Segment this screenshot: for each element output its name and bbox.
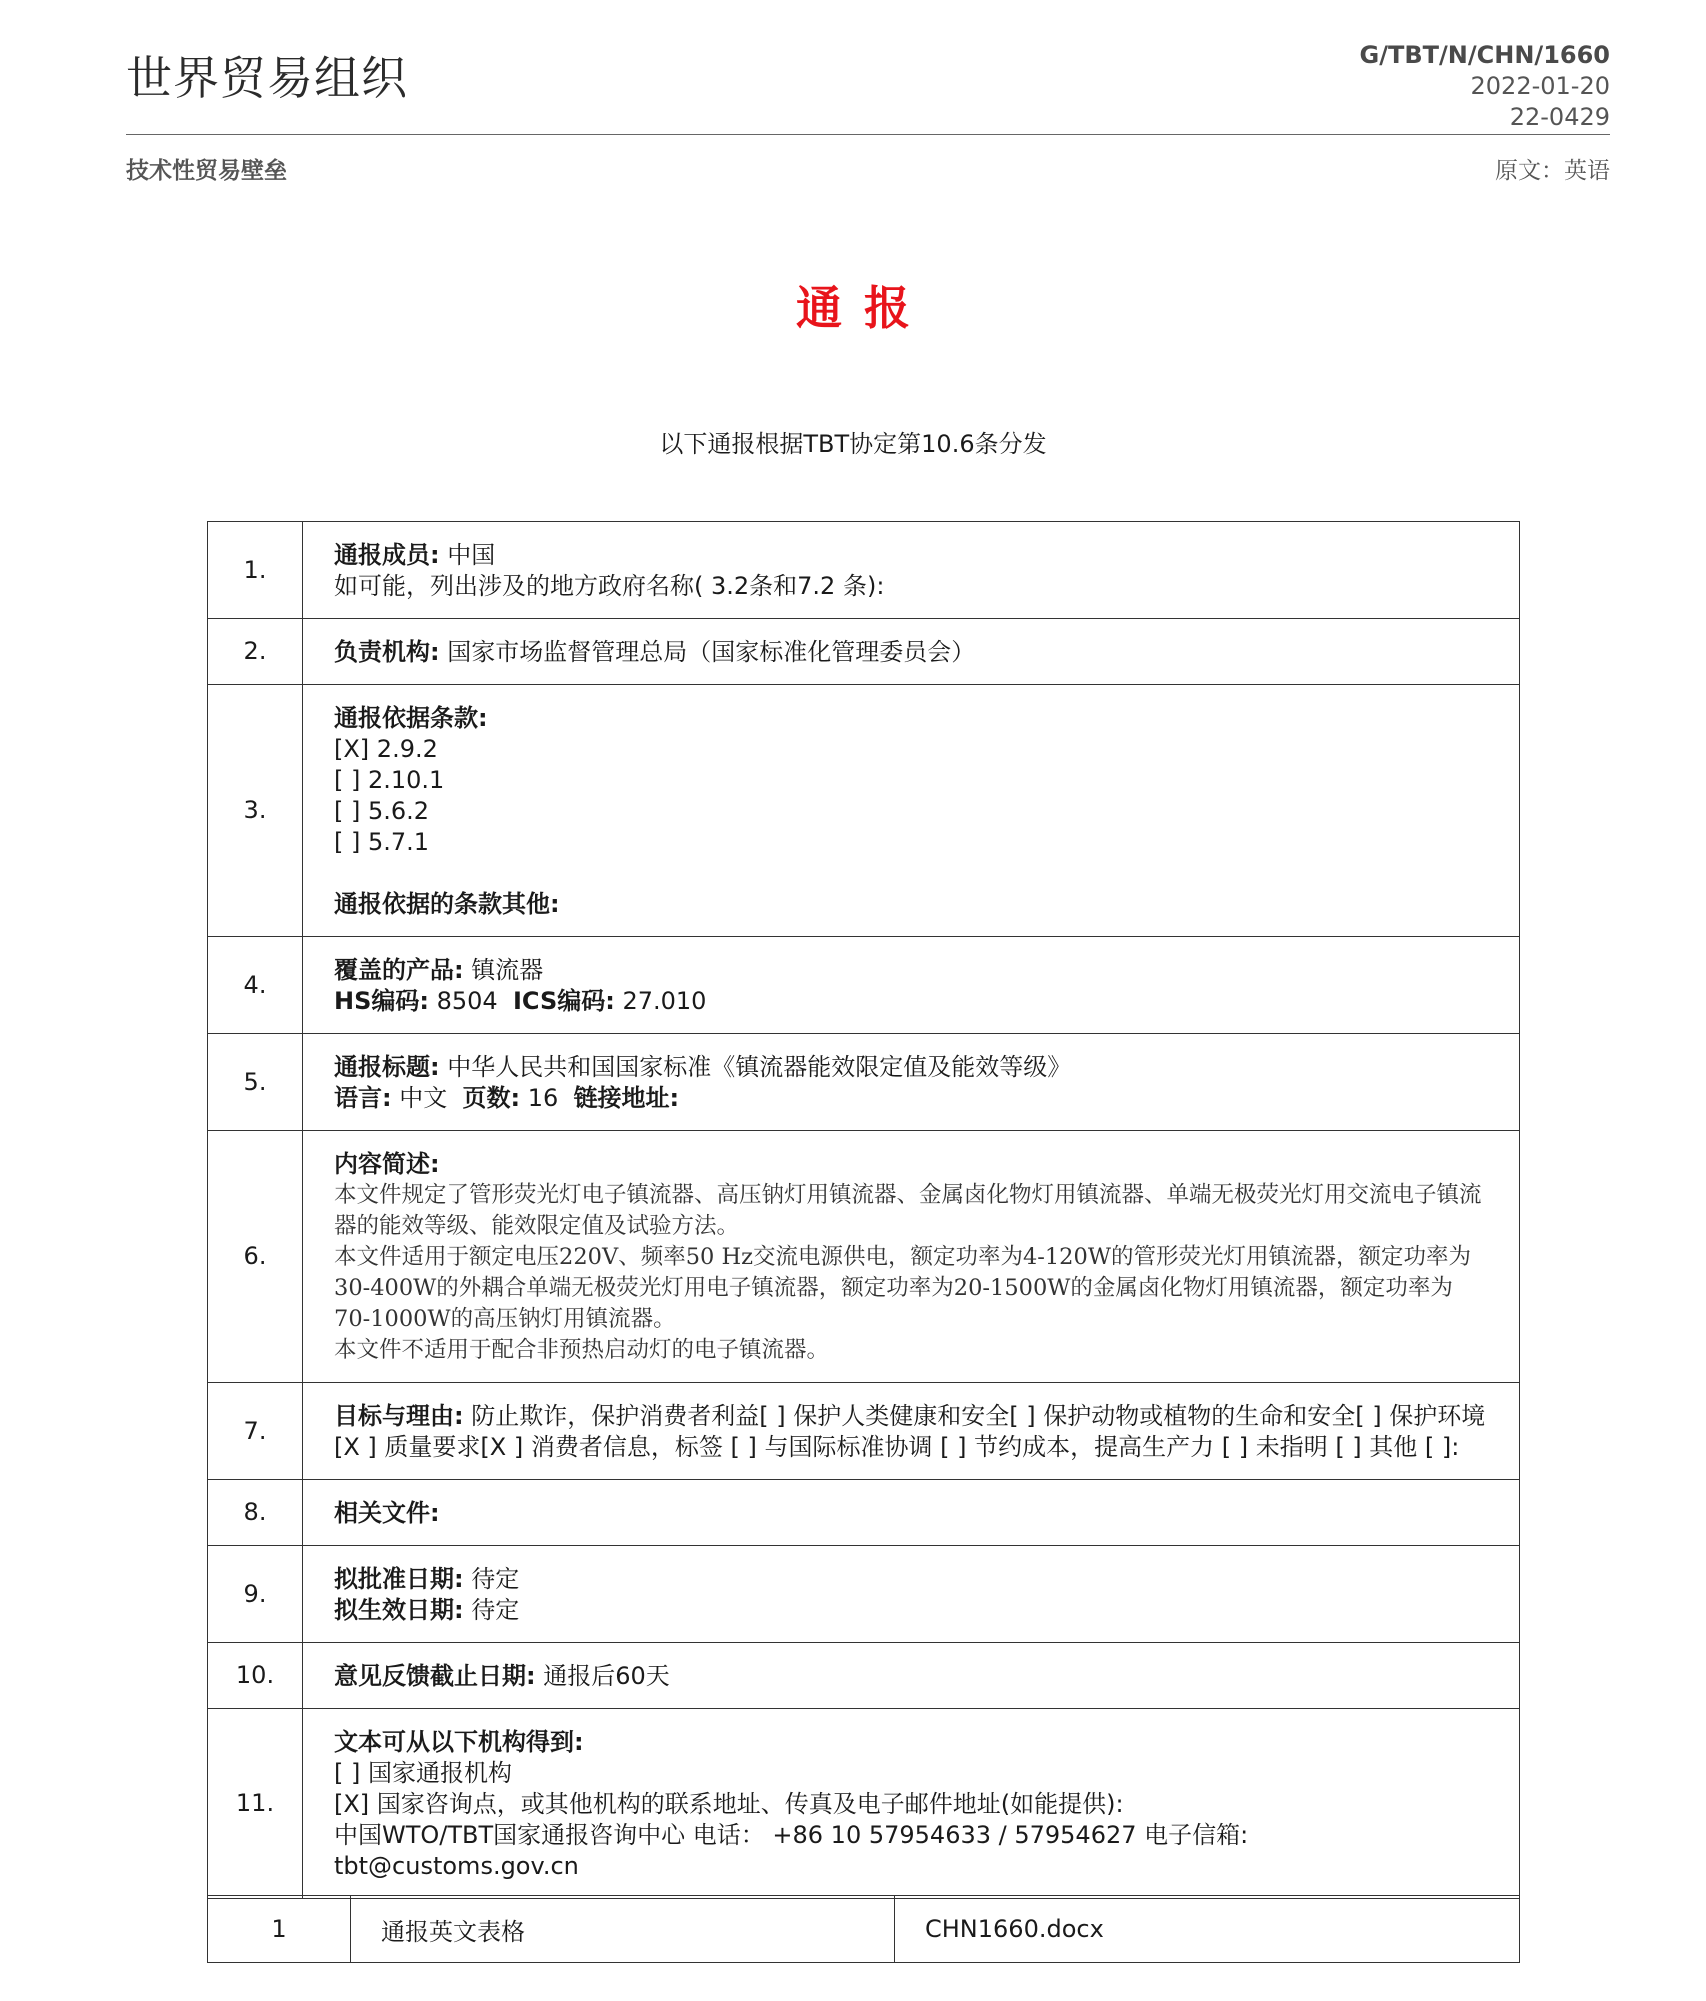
row-content: [303, 685, 1520, 937]
committee-name: 技术性贸易壁垒: [126, 158, 287, 184]
field-value: 待定: [463, 1596, 520, 1624]
field-label: 语言:: [334, 1084, 392, 1112]
field-label: 负责机构:: [334, 638, 440, 666]
availability-option: [X] 国家咨询点，或其他机构的联系地址、传真及电子邮件地址(如能提供):: [334, 1790, 1124, 1818]
field-value: 待定: [463, 1565, 520, 1593]
clause-item: [X] 2.9.2: [334, 735, 438, 763]
organization-title: 世界贸易组织: [126, 51, 408, 105]
field-value: 中文: [391, 1084, 448, 1112]
table-row: [208, 685, 1520, 937]
document-date: 2022-01-20: [1470, 72, 1610, 100]
row-number: 8.: [208, 1480, 303, 1546]
field-label: 链接地址:: [573, 1084, 680, 1112]
field-value: 8504: [428, 987, 498, 1015]
row-number: 11.: [208, 1709, 303, 1899]
field-label: 内容简述:: [334, 1150, 440, 1178]
table-row: [208, 1896, 1520, 1963]
field-label: 相关文件:: [334, 1499, 440, 1527]
document-symbol: G/TBT/N/CHN/1660: [1359, 41, 1610, 69]
field-value: 国家市场监督管理总局（国家标准化管理委员会）: [439, 638, 976, 666]
field-value: 中华人民共和国国家标准《镇流器能效限定值及能效等级》: [439, 1053, 1072, 1081]
clause-item: [ ] 5.6.2: [334, 797, 430, 825]
table-row: [208, 937, 1520, 1034]
row-number: 6.: [208, 1131, 303, 1383]
field-label: 文本可从以下机构得到:: [334, 1728, 584, 1756]
availability-option: [ ] 国家通报机构: [334, 1759, 512, 1787]
row-content: [303, 1643, 1520, 1709]
field-label: 通报依据条款:: [334, 704, 488, 732]
field-label: 通报成员:: [334, 541, 440, 569]
table-row: [208, 1546, 1520, 1643]
field-label: 通报标题:: [334, 1053, 440, 1081]
row-number: 2.: [208, 619, 303, 685]
attachment-file-link[interactable]: CHN1660.docx: [895, 1896, 1520, 1963]
distribution-note: 以下通报根据TBT协定第10.6条分发: [659, 430, 1047, 458]
table-row: [208, 1383, 1520, 1480]
attachment-number: 1: [208, 1896, 351, 1963]
summary-paragraph: 本文件规定了管形荧光灯电子镇流器、高压钠灯用镇流器、金属卤化物灯用镇流器、单端无极荧光灯用交流电子镇流器的能效等级、能效限定值及试验方法。: [334, 1182, 1482, 1239]
row-content: [303, 522, 1520, 619]
contact-info: 中国WTO/TBT国家通报咨询中心 电话： +86 10 57954633 / 57954627 电子信箱: tbt@customs.gov.cn: [334, 1821, 1249, 1880]
row-content: [303, 1709, 1520, 1899]
notification-table: [207, 521, 1520, 1899]
field-value: 中国: [439, 541, 496, 569]
spacer: [334, 858, 1489, 889]
field-label: ICS编码:: [512, 987, 615, 1015]
field-value: 16: [520, 1084, 559, 1112]
field-value: 防止欺诈，保护消费者利益[ ] 保护人类健康和安全[ ] 保护动物或植物的生命和安全[ ] 保护环境 [X ] 质量要求[X ] 消费者信息，标签 [ ] 与国际标准协调 [ ] 节约成本，提高生产力 [ ] 未指明 [ ] 其他 [ ]:: [334, 1402, 1486, 1461]
summary-paragraph: 本文件不适用于配合非预热启动灯的电子镇流器。: [334, 1337, 830, 1363]
row-number: 9.: [208, 1546, 303, 1643]
field-note: 如可能，列出涉及的地方政府名称( 3.2条和7.2 条):: [334, 572, 885, 600]
field-label: 页数:: [462, 1084, 521, 1112]
field-value: 27.010: [614, 987, 707, 1015]
original-language: 原文：英语: [1495, 158, 1610, 184]
row-content: [303, 1383, 1520, 1480]
table-row: [208, 1709, 1520, 1899]
row-content: [303, 1131, 1520, 1383]
field-value: 镇流器: [463, 956, 544, 984]
row-content: [303, 937, 1520, 1034]
row-content: [303, 1034, 1520, 1131]
row-content: [303, 619, 1520, 685]
document-meta: [1360, 40, 1610, 133]
row-content: [303, 1546, 1520, 1643]
row-number: 5.: [208, 1034, 303, 1131]
table-row: [208, 619, 1520, 685]
field-label: 通报依据的条款其他:: [334, 890, 560, 918]
field-label: 意见反馈截止日期:: [334, 1662, 536, 1690]
field-label: 目标与理由:: [334, 1402, 464, 1430]
summary-paragraph: 本文件适用于额定电压220V、频率50 Hz交流电源供电，额定功率为4-120W的管形荧光灯用镇流器，额定功率为30-400W的外耦合单端无极荧光灯用电子镇流器，额定功率为20-1500W的金属卤化物灯用镇流器，额定功率为70-1000W的高压钠灯用镇流器。: [334, 1244, 1471, 1332]
table-row: [208, 1131, 1520, 1383]
field-value: 通报后60天: [535, 1662, 670, 1690]
attachment-title: 通报英文表格: [351, 1896, 895, 1963]
table-row: [208, 1643, 1520, 1709]
clause-item: [ ] 2.10.1: [334, 766, 445, 794]
field-label: 拟批准日期:: [334, 1565, 464, 1593]
document-reference: 22-0429: [1509, 103, 1610, 131]
clause-item: [ ] 5.7.1: [334, 828, 430, 856]
table-row: [208, 1480, 1520, 1546]
row-content: [303, 1480, 1520, 1546]
field-label: 覆盖的产品:: [334, 956, 464, 984]
table-row: [208, 522, 1520, 619]
row-number: 3.: [208, 685, 303, 937]
notification-title: 通报: [796, 281, 932, 335]
row-number: 1.: [208, 522, 303, 619]
header-divider: [126, 134, 1610, 135]
field-label: HS编码:: [334, 987, 429, 1015]
row-number: 10.: [208, 1643, 303, 1709]
row-number: 4.: [208, 937, 303, 1034]
attachment-table: [207, 1895, 1520, 1963]
field-label: 拟生效日期:: [334, 1596, 464, 1624]
row-number: 7.: [208, 1383, 303, 1480]
table-row: [208, 1034, 1520, 1131]
